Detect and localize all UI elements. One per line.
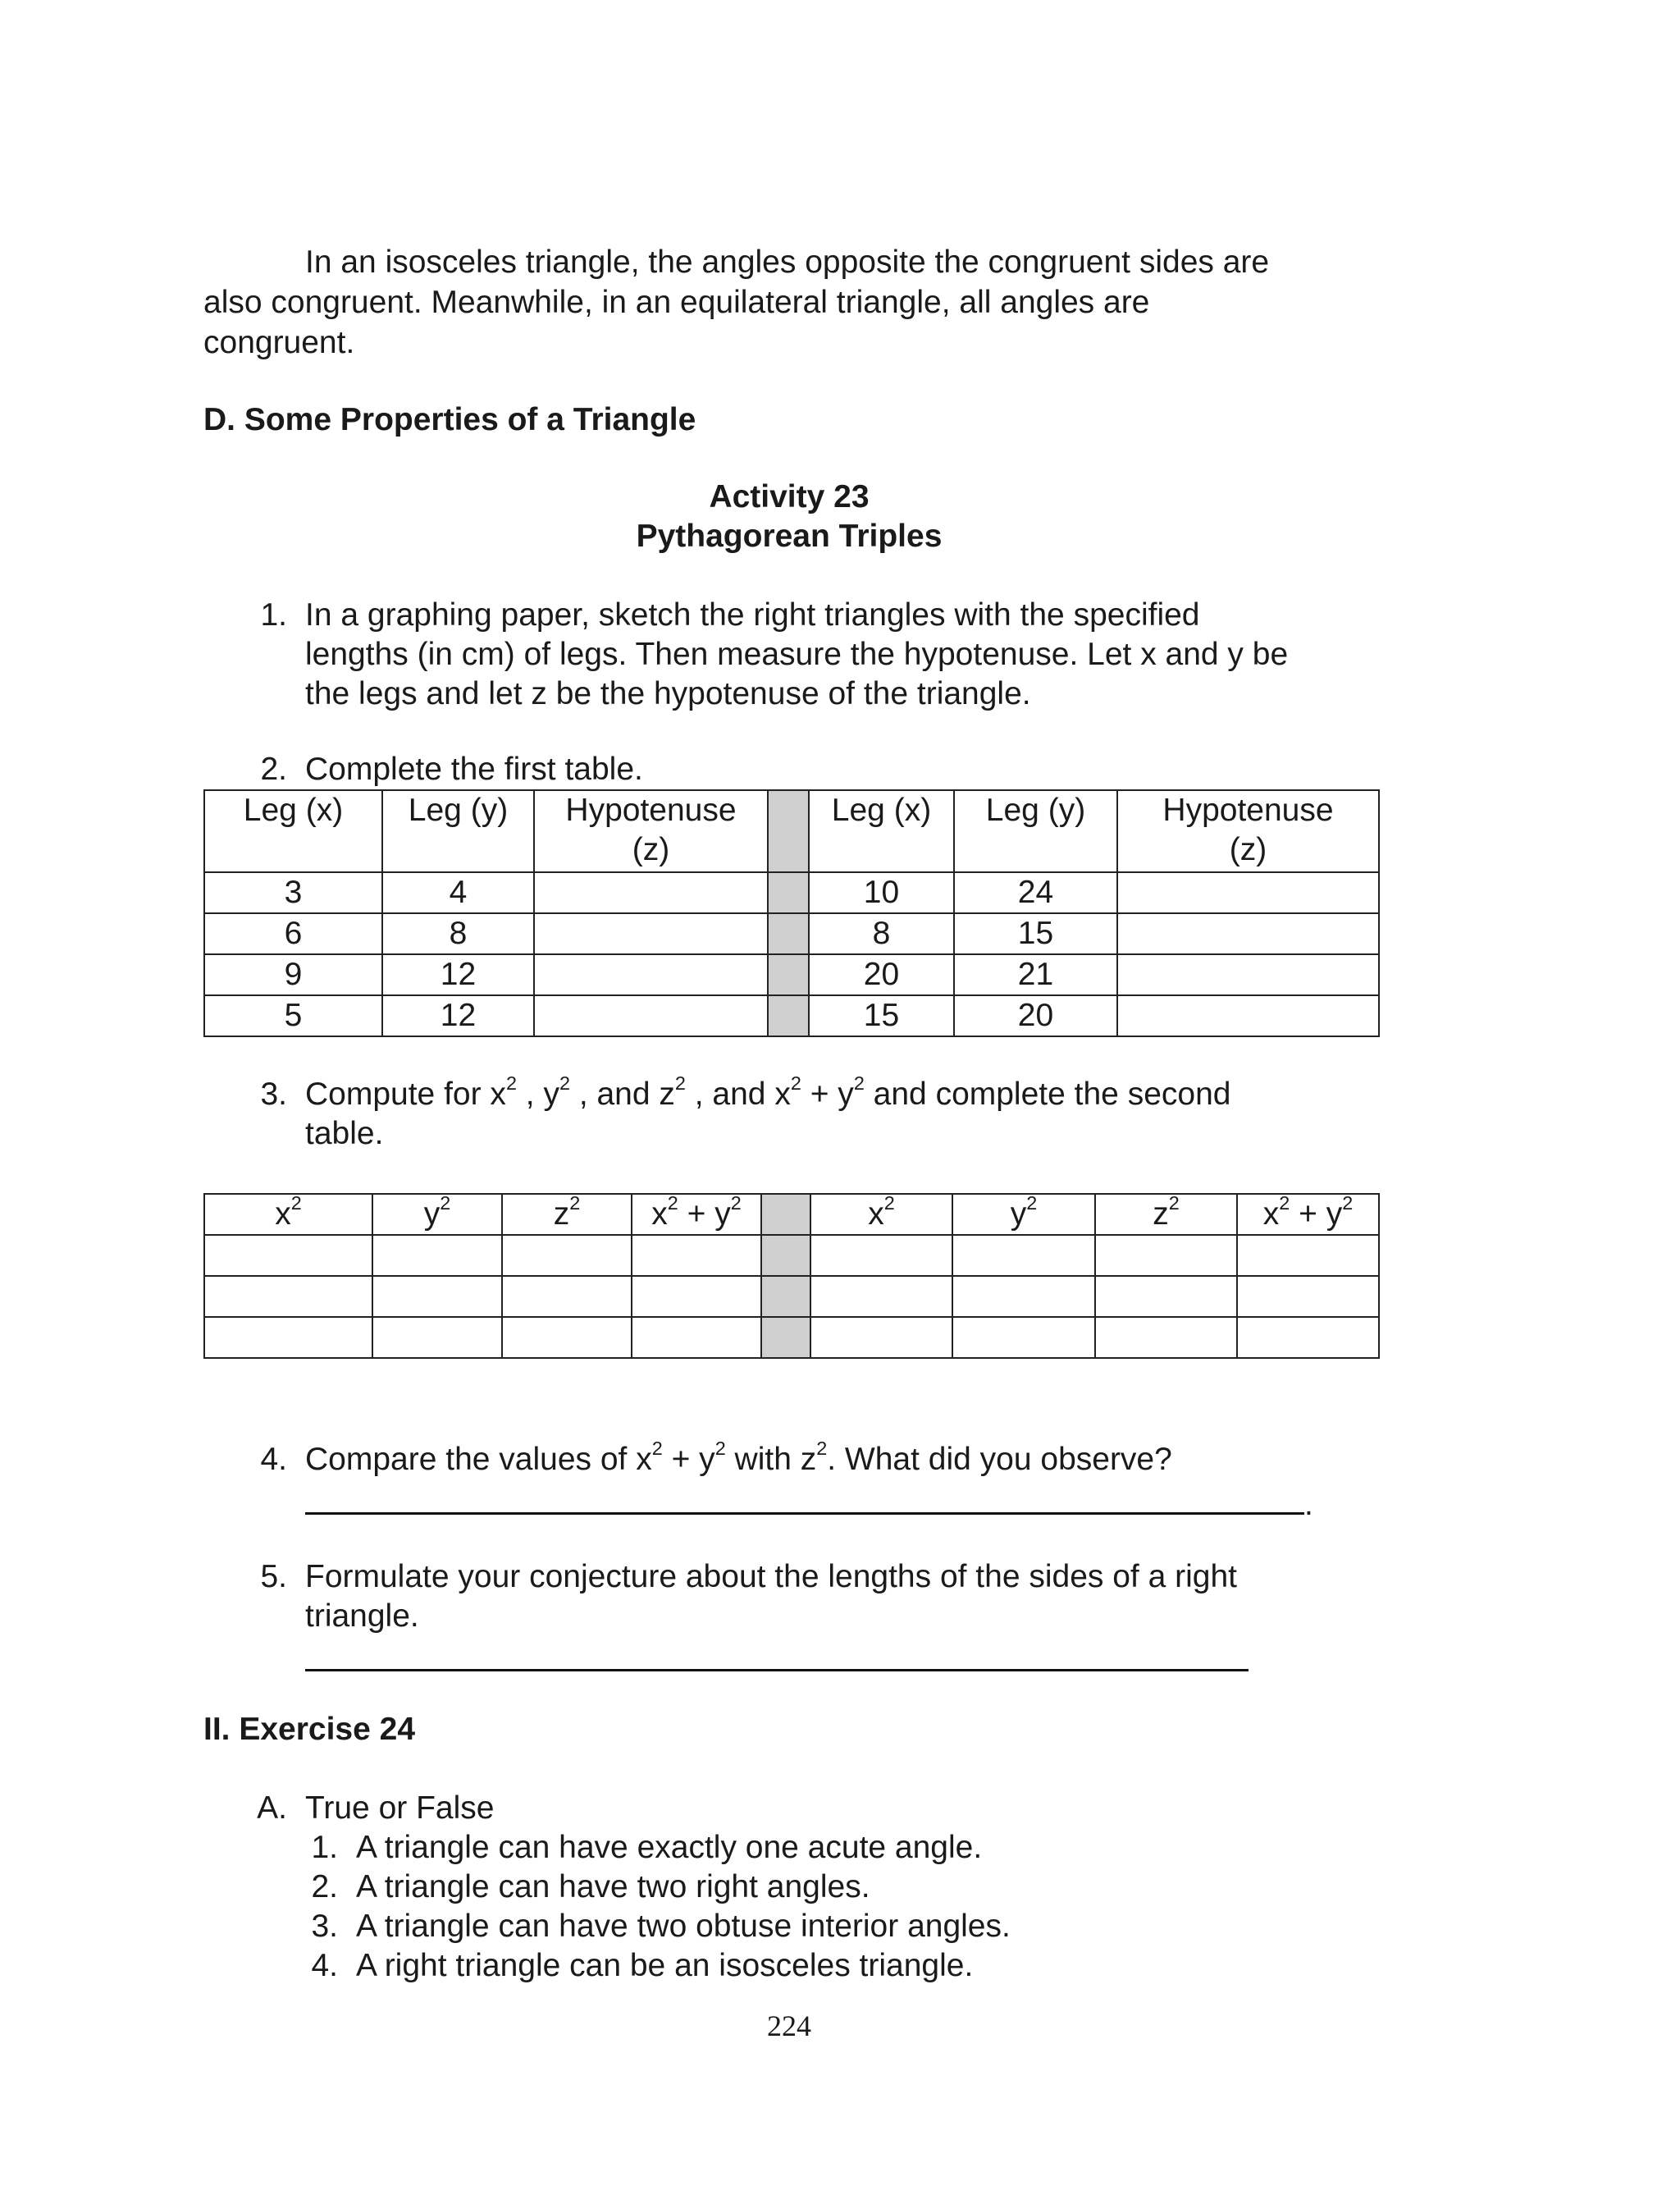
blank-cell[interactable]	[204, 1276, 372, 1317]
section-heading: D. Some Properties of a Triangle	[203, 402, 696, 437]
cell-hypotenuse-blank[interactable]	[534, 954, 768, 995]
table-row	[204, 1235, 1379, 1276]
legs-hypotenuse-table	[203, 789, 1380, 1037]
exercise-heading: II. Exercise 24	[203, 1712, 416, 1747]
statement-text: A right triangle can be an isosceles triangle.	[356, 1948, 974, 1983]
blank-cell[interactable]	[502, 1235, 632, 1276]
answer-line-period: .	[1304, 1487, 1313, 1522]
cell-leg-y: 21	[954, 954, 1117, 995]
cell-leg-x: 3	[204, 872, 382, 913]
cell-leg-y: 12	[382, 954, 534, 995]
section-letter: A.	[257, 1790, 287, 1826]
blank-cell[interactable]	[204, 1235, 372, 1276]
header-leg-y: Leg (y)	[954, 790, 1117, 872]
header-leg-x: Leg (x)	[809, 790, 954, 872]
cell-leg-y: 12	[382, 995, 534, 1036]
item-number: 1.	[260, 597, 287, 633]
blank-cell[interactable]	[1095, 1317, 1237, 1358]
header-leg-x: Leg (x)	[204, 790, 382, 872]
blank-cell[interactable]	[1237, 1276, 1379, 1317]
header-leg-y: Leg (y)	[382, 790, 534, 872]
blank-cell[interactable]	[810, 1235, 952, 1276]
header-x-squared: $x^2$	[810, 1194, 952, 1235]
blank-cell[interactable]	[372, 1235, 502, 1276]
blank-cell[interactable]	[632, 1276, 761, 1317]
page-number: 224	[767, 2009, 811, 2042]
cell-hypotenuse-blank[interactable]	[534, 995, 768, 1036]
header-z-squared: $z^2$	[502, 1194, 632, 1235]
cell-leg-y: 20	[954, 995, 1117, 1036]
cell-leg-y: 4	[382, 872, 534, 913]
header-sum-squares: $x^2 + y^2$	[1237, 1194, 1379, 1235]
table-row	[204, 872, 1379, 913]
answer-line-4[interactable]	[305, 1512, 1304, 1515]
item-number: 5.	[260, 1559, 287, 1594]
cell-leg-y: 8	[382, 913, 534, 954]
divider-column	[768, 872, 809, 913]
statement-number: 1.	[311, 1830, 338, 1865]
blank-cell[interactable]	[1237, 1235, 1379, 1276]
cell-hypotenuse-blank[interactable]	[1117, 995, 1379, 1036]
blank-cell[interactable]	[372, 1276, 502, 1317]
cell-leg-x: 9	[204, 954, 382, 995]
item-1-line-3: the legs and let z be the hypotenuse of the triangle.	[305, 676, 1031, 711]
intro-line-1: In an isosceles triangle, the angles opposite the congruent sides are	[305, 245, 1270, 280]
divider-column	[768, 954, 809, 995]
cell-leg-x: 8	[809, 913, 954, 954]
statement-text: A triangle can have two obtuse interior angles.	[356, 1909, 1011, 1944]
blank-cell[interactable]	[502, 1276, 632, 1317]
table-row	[204, 913, 1379, 954]
statement-number: 4.	[311, 1948, 338, 1983]
header-hypotenuse: Hypotenuse (z)	[1117, 790, 1379, 872]
statement-number: 3.	[311, 1909, 338, 1944]
header-sum-squares: $x^2 + y^2$	[632, 1194, 761, 1235]
item-number: 2.	[260, 752, 287, 787]
divider-column	[768, 995, 809, 1036]
cell-hypotenuse-blank[interactable]	[534, 913, 768, 954]
cell-leg-x: 10	[809, 872, 954, 913]
statement-number: 2.	[311, 1869, 338, 1904]
header-x-squared: $x^2$	[204, 1194, 372, 1235]
intro-line-2: also congruent. Meanwhile, in an equilateral triangle, all angles are	[203, 285, 1150, 320]
header-y-squared: $y^2$	[372, 1194, 502, 1235]
item-5-line-1: Formulate your conjecture about the lengths of the sides of a right	[305, 1559, 1237, 1594]
divider-column	[768, 790, 809, 872]
item-1-line-2: lengths (in cm) of legs. Then measure the hypotenuse. Let x and y be	[305, 637, 1289, 672]
squares-table	[203, 1193, 1380, 1359]
blank-cell[interactable]	[632, 1317, 761, 1358]
answer-line-5[interactable]	[305, 1669, 1249, 1671]
divider-column	[761, 1276, 810, 1317]
statement-text: A triangle can have exactly one acute angle.	[356, 1830, 983, 1865]
intro-line-3: congruent.	[203, 325, 355, 360]
blank-cell[interactable]	[632, 1235, 761, 1276]
blank-cell[interactable]	[952, 1276, 1095, 1317]
table-row	[204, 954, 1379, 995]
item-4-text: Compare the values of $x^2 + y^2$ with $z^2$. What did you observe?	[305, 1438, 1172, 1477]
item-number: 3.	[260, 1077, 287, 1112]
cell-leg-x: 6	[204, 913, 382, 954]
blank-cell[interactable]	[810, 1317, 952, 1358]
header-z-squared: $z^2$	[1095, 1194, 1237, 1235]
divider-column	[761, 1317, 810, 1358]
activity-title: Pythagorean Triples	[636, 519, 943, 554]
blank-cell[interactable]	[204, 1317, 372, 1358]
item-2-text: Complete the first table.	[305, 752, 643, 787]
blank-cell[interactable]	[1237, 1317, 1379, 1358]
cell-leg-x: 20	[809, 954, 954, 995]
divider-column	[761, 1235, 810, 1276]
blank-cell[interactable]	[502, 1317, 632, 1358]
cell-leg-y: 15	[954, 913, 1117, 954]
true-false-title: True or False	[305, 1790, 495, 1826]
cell-hypotenuse-blank[interactable]	[1117, 872, 1379, 913]
cell-hypotenuse-blank[interactable]	[1117, 913, 1379, 954]
statement-text: A triangle can have two right angles.	[356, 1869, 870, 1904]
cell-leg-x: 5	[204, 995, 382, 1036]
cell-leg-x: 15	[809, 995, 954, 1036]
item-5-line-2: triangle.	[305, 1598, 419, 1634]
blank-cell[interactable]	[810, 1276, 952, 1317]
blank-cell[interactable]	[372, 1317, 502, 1358]
blank-cell[interactable]	[1095, 1235, 1237, 1276]
cell-hypotenuse-blank[interactable]	[1117, 954, 1379, 995]
table-row	[204, 1317, 1379, 1358]
table-row	[204, 995, 1379, 1036]
cell-hypotenuse-blank[interactable]	[534, 872, 768, 913]
item-3-line-1: Compute for $x^2$ , $y^2$ , and $z^2$ , and $x^2 + y^2$ and complete the second	[305, 1072, 1231, 1112]
divider-column	[768, 913, 809, 954]
activity-number: Activity 23	[709, 479, 870, 514]
item-3-line-2: table.	[305, 1116, 384, 1151]
table-row	[204, 1276, 1379, 1317]
header-y-squared: $y^2$	[952, 1194, 1095, 1235]
divider-column	[761, 1194, 810, 1235]
blank-cell[interactable]	[952, 1317, 1095, 1358]
cell-leg-y: 24	[954, 872, 1117, 913]
item-1-line-1: In a graphing paper, sketch the right triangles with the specified	[305, 597, 1200, 633]
blank-cell[interactable]	[1095, 1276, 1237, 1317]
header-hypotenuse: Hypotenuse (z)	[534, 790, 768, 872]
item-number: 4.	[260, 1442, 287, 1477]
blank-cell[interactable]	[952, 1235, 1095, 1276]
